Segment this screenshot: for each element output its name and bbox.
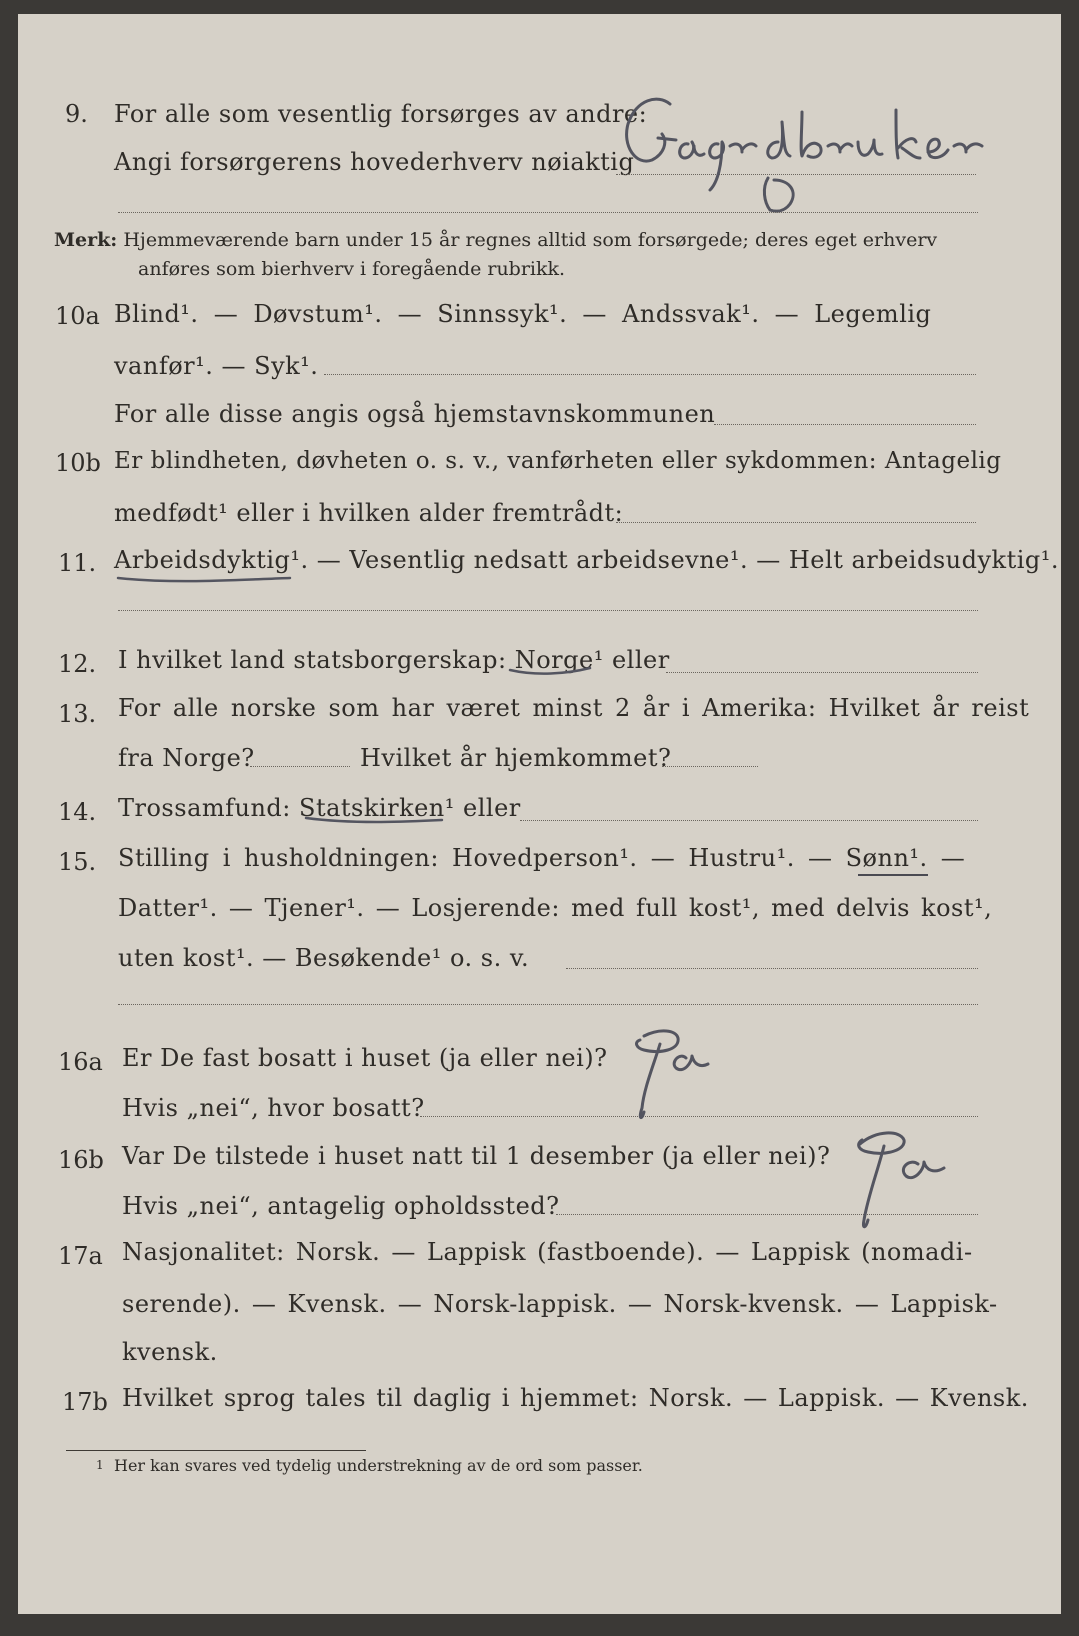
q10a-number: 10a: [55, 302, 100, 330]
q15-sonn-underline: [858, 874, 928, 876]
q11-separator-line: [118, 610, 978, 611]
q14-question: Trossamfund:: [118, 794, 300, 822]
q12-number: 12.: [58, 650, 97, 678]
q12-underline-mark: [506, 660, 606, 680]
q13-line1: For alle norske som har været minst 2 år i Amerika: Hvilket år reist: [118, 694, 1030, 722]
q9-line1: For alle som vesentlig forsørges av andre:: [114, 100, 648, 128]
q15-dash: . —: [919, 844, 966, 872]
q13-number: 13.: [58, 700, 97, 728]
q16b-number: 16b: [58, 1146, 104, 1174]
q16a-line2: Hvis „nei“, hvor bosatt?: [122, 1094, 425, 1122]
q16a-line1: Er De fast bosatt i huset (ja eller nei)?: [122, 1044, 608, 1072]
q17a-line3: kvensk.: [122, 1338, 218, 1366]
q15-separator-line: [118, 1004, 978, 1005]
footnote-text: Her kan svares ved tydelig understrekning av de ord som passer.: [114, 1456, 643, 1475]
q14-eller: eller: [454, 794, 521, 822]
q10b-dotted-line: [616, 522, 976, 523]
census-form-page: [18, 14, 1061, 1614]
q12-dotted-line: [666, 672, 978, 673]
q15-dotted-line: [566, 968, 978, 969]
q13-line2b: Hvilket år hjemkommet?: [360, 744, 672, 772]
q15-line3: uten kost¹. — Besøkende¹ o. s. v.: [118, 944, 530, 972]
q12-option-norge: Norge¹: [514, 646, 604, 674]
q9-number: 9.: [65, 100, 88, 128]
q17a-number: 17a: [58, 1242, 103, 1270]
q13-reist-dotted-line: [250, 766, 350, 767]
q11-underline-mark: [114, 572, 314, 592]
q15-question: Stilling i husholdningen: Hovedperson¹. — Hustru¹. —: [118, 844, 846, 872]
q16b-line2: Hvis „nei“, antagelig opholdssted?: [122, 1192, 560, 1220]
q15-line1: [118, 844, 965, 872]
q14-option-statskirken: Statskirken¹: [299, 794, 455, 822]
q11-line: [114, 546, 1059, 574]
q10a-dotted-line: [324, 374, 976, 375]
q10a-line3: For alle disse angis også hjemstavnskommunen: [114, 400, 716, 428]
q10a-line1: Blind¹. — Døvstum¹. — Sinnssyk¹. — Andssvak¹. — Legemlig: [114, 300, 932, 328]
q9-handwritten-answer: [618, 94, 1018, 234]
q10b-line2: medfødt¹ eller i hvilken alder fremtrådt:: [114, 499, 624, 527]
q10a-line2: vanfør¹. — Syk¹.: [114, 352, 319, 380]
q12-question: I hvilket land statsborgerskap:: [118, 646, 515, 674]
q12-eller: eller: [603, 646, 670, 674]
merk-line2: anføres som bierhverv i foregående rubrikk.: [138, 258, 566, 280]
q16a-number: 16a: [58, 1048, 103, 1076]
footnote-rule: [66, 1450, 366, 1451]
q13-hjemkommet-dotted-line: [662, 766, 758, 767]
q16b-line1: Var De tilstede i huset natt til 1 desember (ja eller nei)?: [122, 1142, 831, 1170]
q14-underline-mark: [302, 812, 462, 832]
q11-number: 11.: [58, 549, 97, 577]
q10b-number: 10b: [55, 449, 101, 477]
q17a-line1: Nasjonalitet: Norsk. — Lappisk (fastboende). — Lappisk (nomadi-: [122, 1238, 973, 1266]
q14-dotted-line: [520, 820, 978, 821]
q15-number: 15.: [58, 848, 97, 876]
q17b-number: 17b: [62, 1388, 108, 1416]
q16a-handwritten-answer: [614, 1024, 734, 1134]
merk-note: [54, 229, 937, 251]
q10a-hjemstavn-dotted-line: [714, 424, 976, 425]
q17b-line1: Hvilket sprog tales til daglig i hjemmet: Norsk. — Lappisk. — Kvensk.: [122, 1384, 1029, 1412]
q15-line2: Datter¹. — Tjener¹. — Losjerende: med full kost¹, med delvis kost¹,: [118, 894, 993, 922]
q9-separator-line: [118, 212, 978, 213]
q17a-line2: serende). — Kvensk. — Norsk-lappisk. — Norsk-kvensk. — Lappisk-: [122, 1290, 998, 1318]
q13-line2a: fra Norge?: [118, 744, 255, 772]
q15-option-sonn: Sønn¹: [845, 844, 920, 872]
q14-number: 14.: [58, 798, 97, 826]
merk-label: Merk:: [54, 229, 118, 251]
q11-rest: — Vesentlig nedsatt arbeidsevne¹. — Helt arbeidsudyktig¹.: [308, 546, 1060, 574]
q10b-line1: Er blindheten, døvheten o. s. v., vanførheten eller sykdommen: Antagelig: [114, 448, 1002, 474]
footnote-mark: 1: [96, 1458, 104, 1472]
q11-option-arbeidsdyktig: Arbeidsdyktig¹.: [114, 546, 309, 574]
q9-line2: Angi forsørgerens hovederhverv nøiaktig: [114, 148, 635, 176]
q16b-handwritten-answer: [836, 1120, 976, 1240]
merk-line1: Hjemmeværende barn under 15 år regnes alltid som forsørgede; deres eget erhverv: [123, 229, 938, 251]
